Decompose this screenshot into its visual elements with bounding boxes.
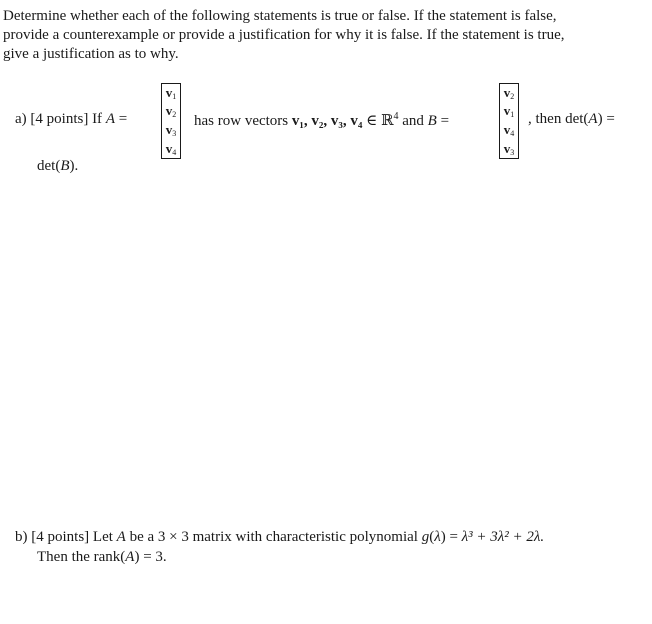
has-row-vectors-text: has row vectors <box>194 113 289 129</box>
var-A-2: A <box>588 111 598 127</box>
var-A-b: A <box>116 529 126 545</box>
equals-sign: = <box>118 111 128 127</box>
part-b-line-1: b) [4 points] Let A be a 3 × 3 matrix with characteristic polynomial g(λ) = λ³ + 3λ² + 2λ. <box>15 529 545 545</box>
and-text: and <box>402 113 424 129</box>
matrix-B-row-3: $v_4$ <box>503 122 515 138</box>
var-B-2: B <box>60 158 70 174</box>
matrix-A-row-1: $v_1$ <box>165 85 177 101</box>
matrix-B <box>500 83 518 159</box>
vectors-list: v₁, v₂, v₃, v₄ <box>291 113 363 129</box>
var-lambda: λ <box>434 529 441 545</box>
matrix-A-row-2: $v_2$ <box>165 103 177 119</box>
then-end: ) = <box>597 111 615 127</box>
intro-line-3: give a justification as to why. <box>3 46 179 62</box>
part-b-label: b) [4 points] Let <box>15 529 113 545</box>
matrix-A-row-4: $v_4$ <box>165 141 177 157</box>
matrix-A-row-3: $v_3$ <box>165 122 177 138</box>
matrix-A <box>162 83 180 159</box>
var-A-b-2: A <box>125 549 135 565</box>
in-set: ∈ ℝ <box>366 113 394 129</box>
part-b-line-2: Then the rank(A) = 3. <box>37 549 167 565</box>
part-a-statement-middle <box>194 111 449 130</box>
part-a-det-B: det(B). <box>37 158 79 174</box>
matrix-B-row-1: $v_2$ <box>503 85 515 101</box>
intro-line-2: provide a counterexample or provide a justification for why it is false. If the statement is true, <box>3 27 565 43</box>
dimension: 4 <box>393 111 399 122</box>
var-B: B <box>427 113 437 129</box>
polynomial: λ³ + 3λ² + 2λ. <box>461 529 545 545</box>
matrix-B-row-2: $v_1$ <box>503 103 515 119</box>
then-text: , then det( <box>528 111 589 127</box>
matrix-B-row-4: $v_3$ <box>503 141 515 157</box>
part-a-statement-start <box>15 111 127 128</box>
equals-sign-2: = <box>440 113 450 129</box>
part-a-statement-end <box>528 111 615 128</box>
var-A: A <box>105 111 115 127</box>
intro-line-1: Determine whether each of the following statements is true or false. If the statement is false, <box>3 8 557 24</box>
var-g: g <box>421 529 430 545</box>
part-a-label: a) [4 points] If <box>15 111 103 127</box>
